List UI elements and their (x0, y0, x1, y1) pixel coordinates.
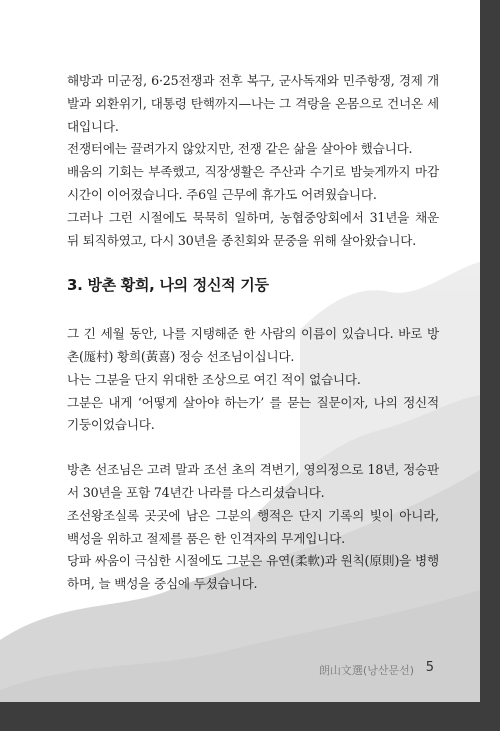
paragraph-work: 배움의 기회는 부족했고, 직장생활은 주산과 수기로 밤늦게까지 마감시간이 이어졌습니다. 주6일 근무에 휴가도 어려웠습니다. (67, 164, 439, 202)
paragraph-records: 조선왕조실록 곳곳에 남은 그분의 행적은 단지 기록의 빛이 아니라, 백성을 위하고 절제를 품은 한 인격자의 무게입니다. (67, 507, 439, 546)
paragraph-career-of-ancestor: 방촌 선조님은 고려 말과 조선 초의 격변기, 영의정으로 18년, 정승판서 30년을 포함 74년간 나라를 다스리셨습니다. (67, 462, 439, 500)
paragraph-pillar-intro: 그 긴 세월 동안, 나를 지탱해준 한 사람의 이름이 있습니다. 바로 방촌(厖村) 황희(黃喜) 정승 선조님이십니다. (67, 326, 439, 364)
paragraph-war: 전쟁터에는 끌려가지 않았지만, 전쟁 같은 삶을 살아야 했습니다. (67, 141, 413, 157)
page-number: 5 (425, 660, 434, 675)
paragraph-question: 그분은 내게 ‘어떻게 살아야 하는가’ 를 묻는 질문이자, 나의 정신적 기둥이었습니다. (67, 394, 439, 433)
paragraph-gap (67, 437, 439, 459)
paragraph-principles: 당파 싸움이 극심한 시절에도 그분은 유연(柔軟)과 원칙(原則)을 병행하며, 늘 백성을 중심에 두셨습니다. (67, 553, 439, 592)
paragraph-career: 그러나 그런 시절에도 묵묵히 일하며, 농협중앙회에서 31년을 채운 뒤 퇴직하였고, 다시 30년을 종친회와 문중을 위해 살아왔습니다. (67, 209, 439, 248)
section-heading: 3. 방촌 황희, 나의 정신적 기둥 (67, 276, 269, 295)
paragraph-history: 해방과 미군정, 6·25전쟁과 전후 복구, 군사독재와 민주항쟁, 경제 개발과 외환위기, 대통령 탄핵까지—나는 그 격랑을 온몸으로 건너온 세대입니다. (67, 73, 439, 134)
paragraph-ancestor: 나는 그분을 단지 위대한 조상으로 여긴 적이 없습니다. (67, 371, 361, 387)
book-title-footer: 朗山文選(낭산문선) (318, 664, 414, 677)
page-content (67, 70, 439, 596)
